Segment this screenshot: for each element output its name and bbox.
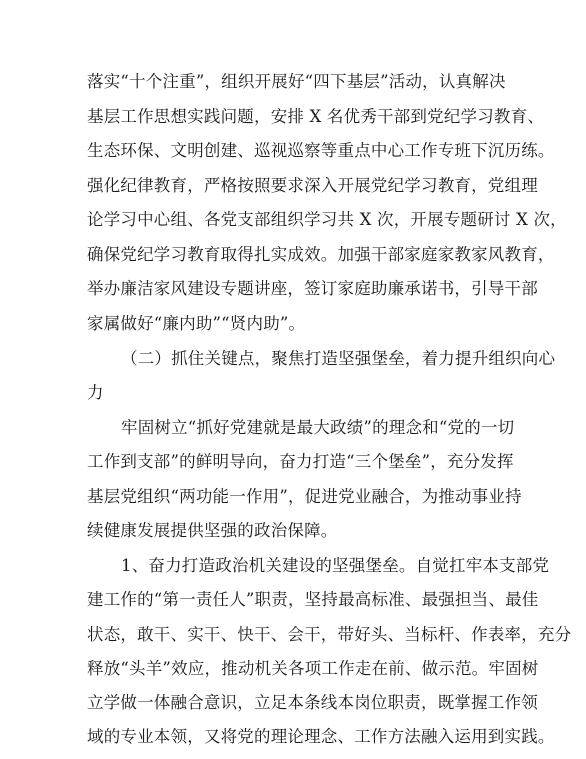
text-line: 生态环保、文明创建、巡视巡察等重点中心工作专班下沉历练。: [87, 141, 555, 160]
text-line: 基层党组织“两功能一作用”，促进党业融合，为推动事业持: [87, 487, 522, 506]
text-line: 1、奋力打造政治机关建设的坚强堡垒。自觉扛牢本支部党: [121, 556, 550, 575]
text-line: 立学做一体融合意识，立足本条线本岗位职责，既掌握工作领: [87, 693, 538, 712]
text-line: 确保党纪学习教育取得扎实成效。加强干部家庭家教家风教育，: [87, 245, 555, 264]
text-line: 状态，敢干、实干、快干、会干，带好头、当标杆、作表率，充分: [87, 625, 572, 644]
text-line: 牢固树立“抓好党建就是最大政绩”的理念和“党的一切: [121, 418, 515, 437]
text-line: 域的专业本领，又将党的理论理念、工作方法融入运用到实践。: [87, 727, 555, 746]
text-line: 续健康发展提供坚强的政治保障。: [87, 521, 338, 540]
text-line: 释放“头羊”效应，推动机关各项工作走在前、做示范。牢固树: [87, 659, 539, 678]
text-line: 基层工作思想实践问题，安排 X 名优秀干部到党纪学习教育、: [87, 107, 545, 126]
text-line: 落实“十个注重”，组织开展好“四下基层”活动，认真解决: [87, 72, 506, 91]
text-line: 建工作的“第一责任人”职责，坚持最高标准、最强担当、最佳: [87, 590, 539, 609]
text-line: 工作到支部”的鲜明导向，奋力打造“三个堡垒”，充分发挥: [87, 452, 514, 471]
section-heading-continuation: 力: [87, 383, 104, 402]
text-line: 家属做好“廉内助”“贤内助”。: [87, 314, 306, 333]
section-heading: （二）抓住关键点，聚焦打造坚强堡垒，着力提升组织向心: [121, 349, 556, 368]
text-line: 举办廉洁家风建设专题讲座，签订家庭助廉承诺书，引导干部: [87, 279, 538, 298]
text-line: 强化纪律教育，严格按照要求深入开展党纪学习教育，党组理: [87, 176, 538, 195]
text-line: 论学习中心组、各党支部组织学习共 X 次，开展专题研讨 X 次，: [87, 210, 567, 229]
